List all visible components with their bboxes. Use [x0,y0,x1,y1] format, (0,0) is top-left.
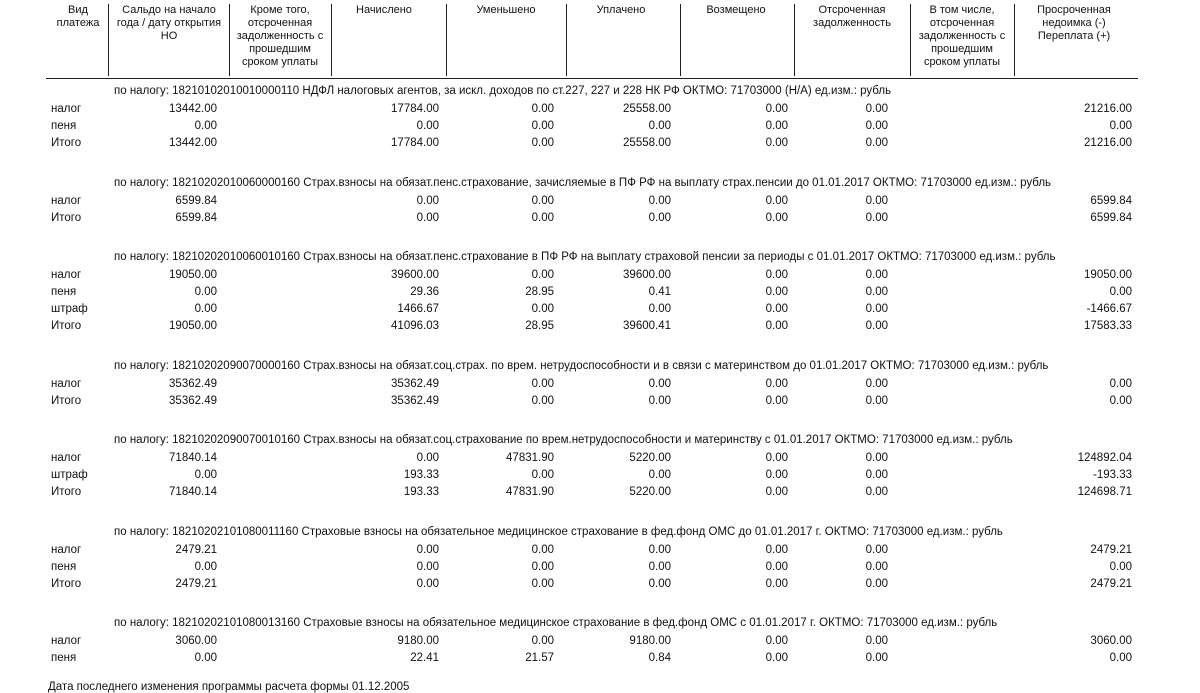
cell-accrued: 0.00 [416,578,439,590]
tax-section-medical-from-2017 [0,617,1200,677]
row-label: Итого [51,395,82,407]
cell-paid: 0.00 [648,544,671,556]
cell-deferred: 0.00 [865,195,888,207]
cell-reduced: 28.95 [525,286,554,298]
table-row [0,378,1200,396]
header-divider [680,4,681,76]
cell-paid: 0.00 [648,561,671,573]
cell-paid: 5220.00 [629,486,671,498]
header-col-accrued: Начислено [356,4,412,16]
section-title: по налогу: 18210202090070010160 Страх.взносы на обязат.соц.страхование по врем.нетрудоспособности и материнству с 01.01.2017 ОКТМО: 71703000 ед.изм.: рубль [114,434,1013,446]
cell-balance: 2479.21 [1090,578,1132,590]
cell-deferred: 0.00 [865,561,888,573]
cell-balance: 0.00 [1109,652,1132,664]
section-title: по налогу: 18210202101080011160 Страховые взносы на обязательное медицинское страхование в фед.фонд ОМС до 01.01.2017 г. ОКТМО: 71703000 ед.изм.: рубль [114,526,1003,538]
cell-paid: 5220.00 [629,452,671,464]
cell-saldo: 0.00 [194,303,217,315]
cell-accrued: 9180.00 [397,635,439,647]
cell-paid: 0.00 [648,395,671,407]
cell-balance: 6599.84 [1090,195,1132,207]
cell-balance: 124698.71 [1077,486,1132,498]
table-row-total [0,395,1200,413]
cell-saldo: 0.00 [194,120,217,132]
cell-deferred: 0.00 [865,286,888,298]
cell-accrued: 0.00 [416,195,439,207]
cell-reduced: 0.00 [531,395,554,407]
cell-balance: 19050.00 [1084,269,1132,281]
cell-saldo: 35362.49 [169,395,217,407]
cell-paid: 0.00 [648,469,671,481]
cell-reduced: 21.57 [525,652,554,664]
table-row-total [0,320,1200,338]
table-row [0,469,1200,487]
cell-deferred: 0.00 [865,320,888,332]
section-title: по налогу: 18210202010060010160 Страх.взносы на обязат.пенс.страхование в ПФ РФ на выплату страховой пенсии за периоды с 01.01.2017 ОКТМО: 71703000 ед.изм.: рубль [114,251,1056,263]
program-change-date-footer: Дата последнего изменения программы расчета формы 01.12.2005 [48,681,410,693]
row-label: налог [51,195,82,207]
cell-saldo: 13442.00 [169,137,217,149]
cell-balance: 2479.21 [1090,544,1132,556]
cell-balance: 6599.84 [1090,212,1132,224]
section-title: по налогу: 18210202090070000160 Страх.взносы на обязат.соц.страх. по врем. нетрудоспособности и в связи с материнством до 01.01.2017 ОКТМО: 71703000 ед.изм.: рубль [114,360,1049,372]
cell-saldo: 0.00 [194,286,217,298]
cell-saldo: 0.00 [194,561,217,573]
cell-paid: 0.00 [648,303,671,315]
header-divider [108,4,109,76]
cell-refunded: 0.00 [765,269,788,281]
row-label: налог [51,635,82,647]
cell-balance: 0.00 [1109,286,1132,298]
cell-refunded: 0.00 [765,469,788,481]
cell-saldo: 2479.21 [175,578,217,590]
cell-deferred: 0.00 [865,652,888,664]
cell-paid: 0.41 [648,286,671,298]
header-divider [910,4,911,76]
table-row [0,452,1200,470]
cell-paid: 0.00 [648,195,671,207]
row-label: пеня [51,120,77,132]
cell-accrued: 35362.49 [391,378,439,390]
cell-saldo: 3060.00 [175,635,217,647]
section-title: по налогу: 18210102010010000110 НДФЛ налоговых агентов, за искл. доходов по ст.227, 227 и 228 НК РФ ОКТМО: 71703000 (Н/А) ед.изм.: рубль [114,85,892,97]
cell-accrued: 0.00 [416,212,439,224]
cell-reduced: 0.00 [531,120,554,132]
header-col-paid: Уплачено [596,4,646,16]
cell-reduced: 0.00 [531,578,554,590]
cell-refunded: 0.00 [765,303,788,315]
cell-refunded: 0.00 [765,137,788,149]
cell-saldo: 2479.21 [175,544,217,556]
cell-accrued: 17784.00 [391,137,439,149]
header-col-refunded: Возмещено [706,4,766,16]
cell-paid: 39600.41 [623,320,671,332]
row-label: Итого [51,486,82,498]
cell-deferred: 0.00 [865,395,888,407]
cell-saldo: 13442.00 [169,103,217,115]
cell-deferred: 0.00 [865,544,888,556]
cell-paid: 25558.00 [623,103,671,115]
row-label: пеня [51,286,77,298]
table-row [0,120,1200,138]
header-divider [566,4,567,76]
cell-refunded: 0.00 [765,395,788,407]
cell-accrued: 35362.49 [391,395,439,407]
cell-deferred: 0.00 [865,303,888,315]
header-divider [229,4,230,76]
cell-deferred: 0.00 [865,578,888,590]
section-title: по налогу: 18210202101080013160 Страховые взносы на обязательное медицинское страхование в фед.фонд ОМС с 01.01.2017 г. ОКТМО: 71703000 ед.изм.: рубль [114,617,998,629]
tax-section-medical-before-2017 [0,526,1200,606]
cell-saldo: 6599.84 [175,212,217,224]
cell-balance: 0.00 [1109,120,1132,132]
cell-refunded: 0.00 [765,195,788,207]
cell-paid: 39600.00 [623,269,671,281]
table-row [0,269,1200,287]
table-row [0,635,1200,653]
cell-balance: -1466.67 [1086,303,1132,315]
cell-reduced: 0.00 [531,269,554,281]
header-col-opening-balance: Сальдо на начало года / дату открытия НО [116,4,222,42]
tax-section-social-before-2017 [0,360,1200,440]
header-col-payment-type: Вид платежа [56,4,100,29]
cell-reduced: 0.00 [531,469,554,481]
cell-refunded: 0.00 [765,120,788,132]
section-title: по налогу: 18210202010060000160 Страх.взносы на обязат.пенс.страхование, зачисляемые в ПФ РФ на выплату страх.пенсии до 01.01.2017 ОКТМО: 71703000 ед.изм.: рубль [114,177,1052,189]
table-row [0,652,1200,670]
row-label: Итого [51,137,82,149]
cell-deferred: 0.00 [865,120,888,132]
cell-reduced: 0.00 [531,137,554,149]
cell-paid: 25558.00 [623,137,671,149]
cell-refunded: 0.00 [765,378,788,390]
tax-section-ndfl [0,85,1200,165]
tax-section-pension-before-2017 [0,177,1200,257]
cell-balance: 3060.00 [1090,635,1132,647]
tax-section-pension-from-2017 [0,251,1200,331]
cell-reduced: 28.95 [525,320,554,332]
cell-balance: 17583.33 [1084,320,1132,332]
cell-accrued: 0.00 [416,561,439,573]
cell-deferred: 0.00 [865,452,888,464]
cell-saldo: 35362.49 [169,378,217,390]
cell-refunded: 0.00 [765,652,788,664]
cell-refunded: 0.00 [765,452,788,464]
cell-saldo: 0.00 [194,469,217,481]
cell-refunded: 0.00 [765,486,788,498]
cell-balance: 0.00 [1109,395,1132,407]
cell-accrued: 0.00 [416,544,439,556]
cell-accrued: 0.00 [416,120,439,132]
table-row [0,286,1200,304]
table-row [0,303,1200,321]
cell-refunded: 0.00 [765,544,788,556]
cell-accrued: 22.41 [410,652,439,664]
cell-deferred: 0.00 [865,137,888,149]
row-label: штраф [51,469,88,481]
tax-section-social-from-2017 [0,434,1200,514]
cell-deferred: 0.00 [865,486,888,498]
cell-paid: 0.00 [648,212,671,224]
cell-accrued: 17784.00 [391,103,439,115]
cell-saldo: 6599.84 [175,195,217,207]
cell-accrued: 193.33 [403,469,439,481]
cell-deferred: 0.00 [865,269,888,281]
cell-reduced: 0.00 [531,544,554,556]
row-label: налог [51,269,82,281]
header-col-reduced: Уменьшено [476,4,536,16]
cell-accrued: 0.00 [416,452,439,464]
cell-deferred: 0.00 [865,378,888,390]
header-bottom-rule [46,78,1138,79]
cell-saldo: 19050.00 [169,269,217,281]
cell-deferred: 0.00 [865,212,888,224]
cell-paid: 0.00 [648,378,671,390]
header-col-deferred-debt-overdue: В том числе, отсроченная задолженность с прошедшим сроком уплаты [918,4,1006,68]
cell-balance: 0.00 [1109,378,1132,390]
header-divider [331,4,332,76]
header-divider [794,4,795,76]
cell-accrued: 1466.67 [397,303,439,315]
cell-deferred: 0.00 [865,635,888,647]
cell-paid: 0.00 [648,120,671,132]
header-col-deferred-debt: Отсроченная задолженность [813,4,891,29]
table-row [0,103,1200,121]
cell-accrued: 29.36 [410,286,439,298]
cell-reduced: 47831.90 [506,486,554,498]
cell-saldo: 0.00 [194,652,217,664]
cell-refunded: 0.00 [765,212,788,224]
cell-paid: 9180.00 [629,635,671,647]
header-divider [1014,4,1015,76]
cell-deferred: 0.00 [865,469,888,481]
cell-reduced: 0.00 [531,561,554,573]
cell-reduced: 0.00 [531,103,554,115]
cell-refunded: 0.00 [765,561,788,573]
row-label: налог [51,544,82,556]
header-col-deferred-overdue: Кроме того, отсроченная задолженность с прошедшим сроком уплаты [236,4,324,68]
table-row-total [0,486,1200,504]
row-label: Итого [51,578,82,590]
table-row [0,195,1200,213]
cell-refunded: 0.00 [765,320,788,332]
table-row-total [0,137,1200,155]
row-label: налог [51,452,82,464]
table-row-total [0,212,1200,230]
cell-balance: 21216.00 [1084,103,1132,115]
row-label: пеня [51,652,77,664]
cell-refunded: 0.00 [765,635,788,647]
row-label: Итого [51,320,82,332]
cell-refunded: 0.00 [765,103,788,115]
table-row [0,544,1200,562]
cell-reduced: 0.00 [531,212,554,224]
cell-balance: 124892.04 [1077,452,1132,464]
header-col-overdue-overpay: Просроченная недоимка (-) Переплата (+) [1037,4,1111,42]
cell-saldo: 19050.00 [169,320,217,332]
cell-deferred: 0.00 [865,103,888,115]
cell-paid: 0.00 [648,578,671,590]
cell-paid: 0.84 [648,652,671,664]
cell-refunded: 0.00 [765,578,788,590]
cell-accrued: 193.33 [403,486,439,498]
row-label: налог [51,378,82,390]
cell-balance: 0.00 [1109,561,1132,573]
cell-reduced: 0.00 [531,195,554,207]
cell-accrued: 39600.00 [391,269,439,281]
cell-refunded: 0.00 [765,286,788,298]
row-label: пеня [51,561,77,573]
cell-accrued: 41096.03 [391,320,439,332]
cell-balance: -193.33 [1092,469,1132,481]
cell-reduced: 47831.90 [506,452,554,464]
table-row [0,561,1200,579]
header-divider [446,4,447,76]
row-label: Итого [51,212,82,224]
cell-reduced: 0.00 [531,303,554,315]
cell-saldo: 71840.14 [169,452,217,464]
cell-balance: 21216.00 [1084,137,1132,149]
row-label: налог [51,103,82,115]
cell-saldo: 71840.14 [169,486,217,498]
cell-reduced: 0.00 [531,378,554,390]
row-label: штраф [51,303,88,315]
table-row-total [0,578,1200,596]
cell-reduced: 0.00 [531,635,554,647]
